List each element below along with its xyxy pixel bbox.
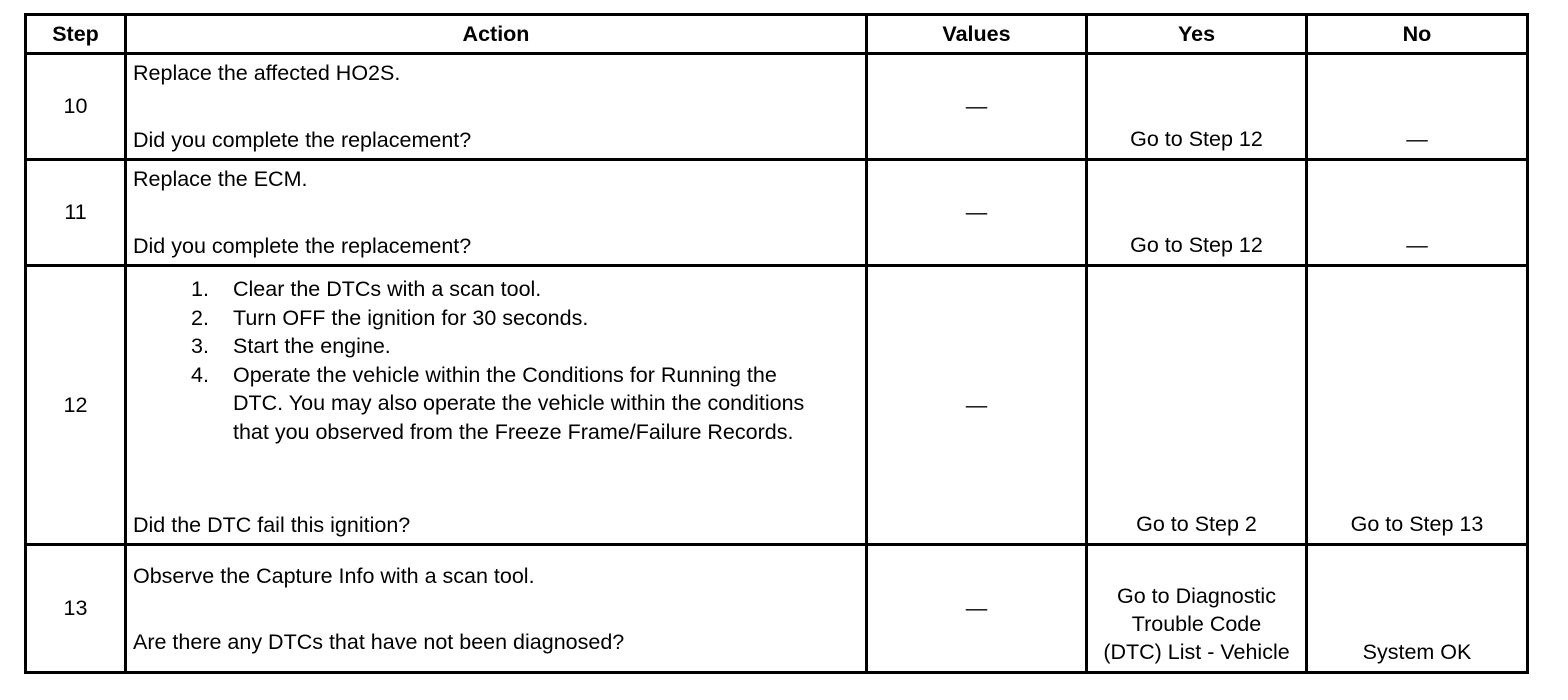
action-question: Did you complete the replacement? — [133, 128, 472, 152]
list-item-number: 4. — [191, 362, 209, 387]
step-number: 13 — [26, 545, 126, 673]
yes-link[interactable]: Go to Step 2 — [1136, 512, 1257, 536]
list-item — [191, 332, 831, 361]
header-step: Step — [26, 15, 126, 54]
action-instruction: Replace the ECM. — [133, 167, 308, 191]
yes-cell — [1087, 266, 1307, 545]
header-no: No — [1307, 15, 1528, 54]
header-row — [26, 15, 1528, 54]
action-question: Are there any DTCs that have not been diagnosed? — [133, 630, 625, 654]
list-item — [191, 275, 831, 304]
yes-link[interactable]: Go to Step 12 — [1130, 127, 1263, 151]
yes-link[interactable]: Go to Step 12 — [1130, 233, 1263, 257]
table-row-step-10 — [26, 54, 1528, 160]
no-cell — [1307, 545, 1528, 673]
list-item-text: Turn OFF the ignition for 30 seconds. — [233, 305, 589, 330]
action-instruction: Observe the Capture Info with a scan tool. — [133, 564, 535, 588]
yes-cell — [1087, 545, 1307, 673]
values-cell: — — [867, 54, 1087, 160]
no-link[interactable]: Go to Step 13 — [1350, 512, 1484, 536]
list-item-text: Start the engine. — [233, 334, 391, 359]
action-instruction: Replace the affected HO2S. — [133, 61, 401, 85]
list-item — [191, 361, 831, 447]
yes-cell — [1087, 54, 1307, 160]
step-number: 11 — [26, 160, 126, 266]
table-row-step-12 — [26, 266, 1528, 545]
list-item-text: Clear the DTCs with a scan tool. — [233, 277, 542, 301]
action-cell — [126, 160, 867, 266]
action-cell — [126, 545, 867, 673]
diagnostic-table — [24, 13, 1529, 674]
header-values: Values — [867, 15, 1087, 54]
yes-cell — [1087, 160, 1307, 266]
action-question: Did you complete the replacement? — [133, 234, 472, 258]
diagnostic-table-frame — [24, 13, 1526, 674]
no-cell — [1307, 54, 1528, 160]
values-cell: — — [867, 545, 1087, 673]
yes-link[interactable]: Go to Diagnostic Trouble Code (DTC) List - Vehicle — [1103, 584, 1290, 664]
list-item-number: 1. — [191, 277, 209, 301]
list-item — [191, 304, 831, 333]
list-item-number: 3. — [191, 334, 209, 359]
no-cell — [1307, 266, 1528, 545]
action-question: Did the DTC fail this ignition? — [133, 513, 411, 537]
table-row-step-13 — [26, 545, 1528, 673]
procedure-list — [191, 275, 831, 447]
header-action: Action — [126, 15, 867, 54]
action-cell — [126, 54, 867, 160]
list-item-number: 2. — [191, 305, 209, 330]
header-yes: Yes — [1087, 15, 1307, 54]
step-number: 12 — [26, 266, 126, 545]
values-cell: — — [867, 160, 1087, 266]
table-row-step-11 — [26, 160, 1528, 266]
no-cell — [1307, 160, 1528, 266]
values-cell: — — [867, 266, 1087, 545]
no-value: — — [1406, 127, 1428, 151]
step-number: 10 — [26, 54, 126, 160]
no-value: — — [1406, 233, 1428, 257]
list-item-text: Operate the vehicle within the Conditions for Running the DTC. You may also operate the vehicle within the conditions that you observed from the Freeze Frame/Failure Records. — [233, 362, 805, 444]
no-value: System OK — [1362, 640, 1472, 664]
action-cell — [126, 266, 867, 545]
